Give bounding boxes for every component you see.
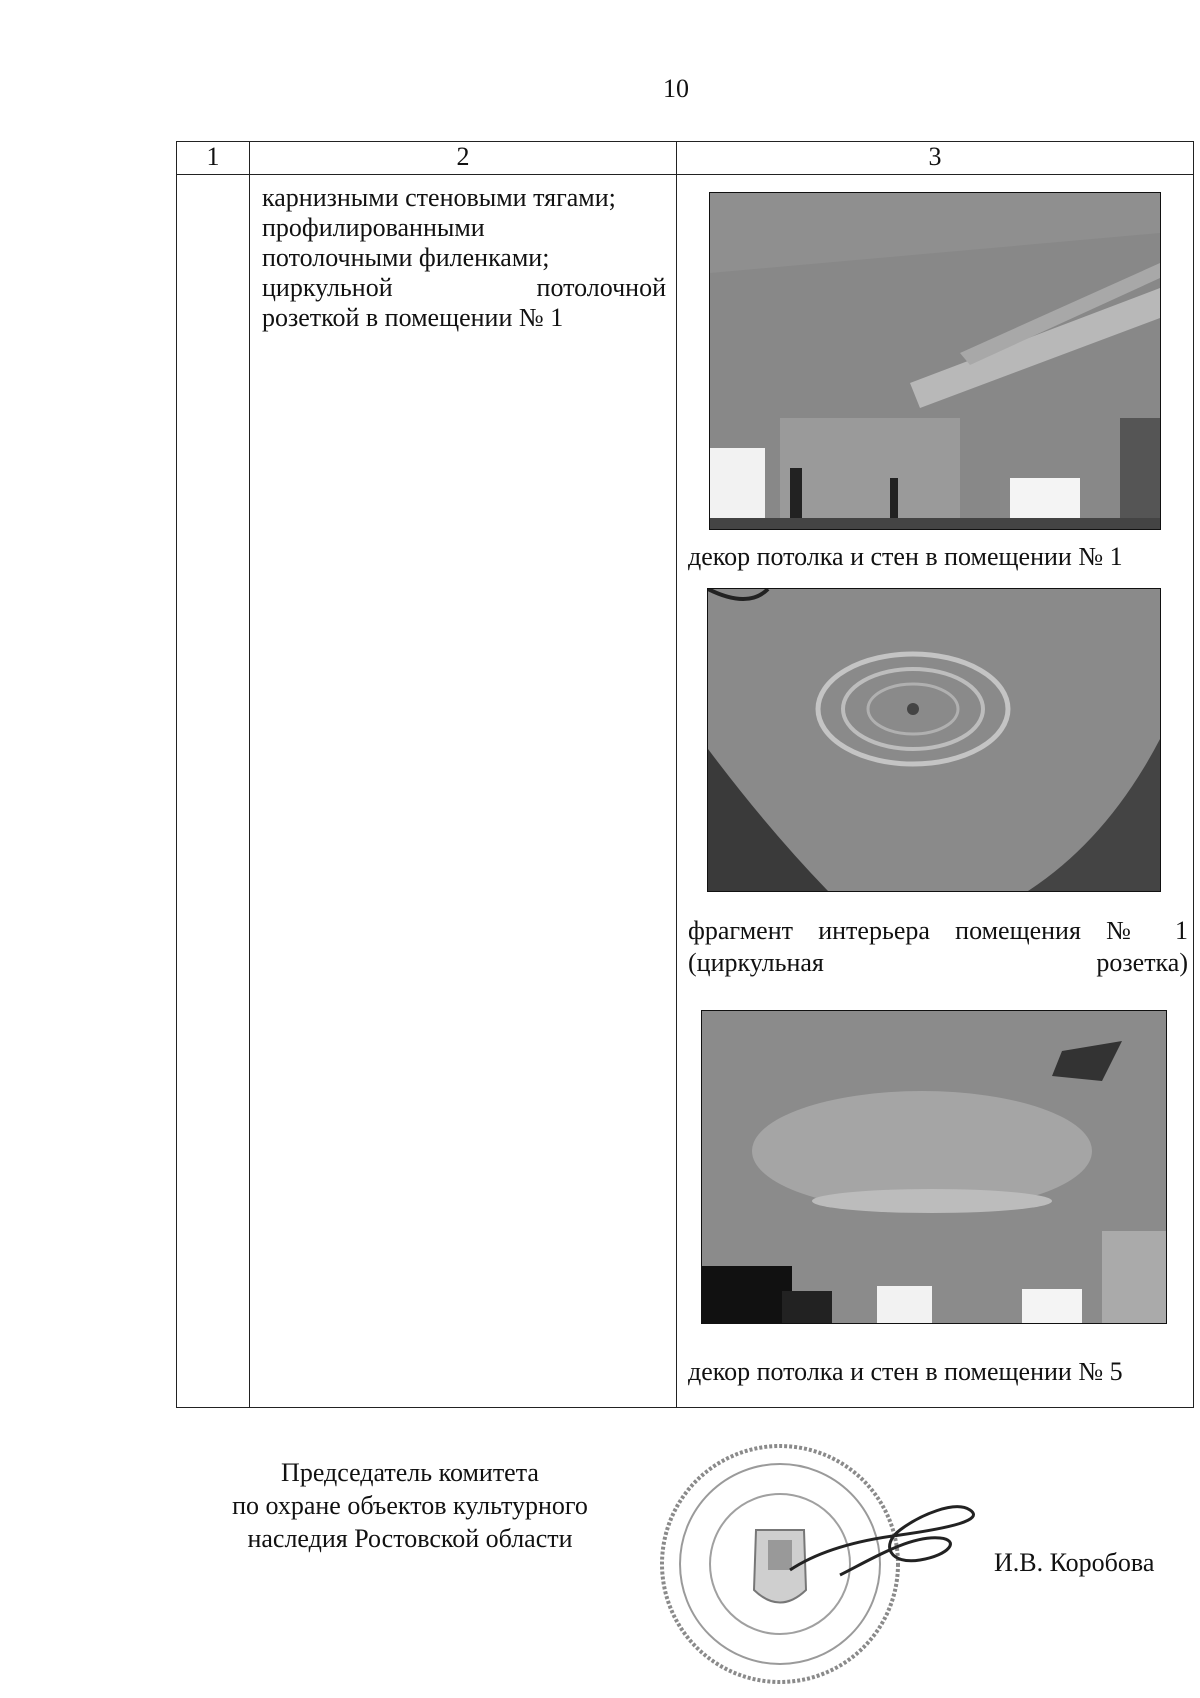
table-header-row xyxy=(177,142,1194,175)
description-line: профилированными xyxy=(262,213,485,242)
description-line: потолочными филенками; xyxy=(262,243,550,272)
signature-block xyxy=(0,1440,1200,1698)
signatory-name: И.В. Коробова xyxy=(994,1548,1155,1577)
photo-caption xyxy=(688,915,1188,979)
photo-block xyxy=(677,585,1193,1010)
photo-ceiling-rosette-room-1 xyxy=(707,588,1161,892)
table-row xyxy=(177,175,1194,1408)
signatory-title xyxy=(200,1456,620,1555)
photo-ceiling-room-1 xyxy=(709,192,1161,530)
photo-caption: декор потолка и стен в помещении № 1 xyxy=(688,542,1123,571)
page-number: 10 xyxy=(663,74,689,103)
photo-caption: декор потолка и стен в помещении № 5 xyxy=(688,1357,1123,1386)
document-table xyxy=(176,141,1194,1408)
photo-block xyxy=(677,1010,1193,1399)
description-text xyxy=(262,183,666,333)
row-number-cell xyxy=(177,175,250,1408)
signatory-title-line: Председатель комитета xyxy=(281,1458,539,1487)
signatory-title-line: по охране объектов культурного xyxy=(232,1491,588,1520)
description-line: розеткой в помещении № 1 xyxy=(262,303,564,332)
header-col-2: 2 xyxy=(250,142,677,175)
photo-caption-text: фрагмент интерьера помещения № 1 (циркульная розетка) xyxy=(688,916,1188,977)
photos-cell xyxy=(677,175,1194,1408)
signatory-title-line: наследия Ростовской области xyxy=(247,1524,573,1553)
handwritten-signature xyxy=(780,1480,990,1600)
header-col-1: 1 xyxy=(177,142,250,175)
description-line: карнизными стеновыми тягами; xyxy=(262,183,616,212)
description-line: циркульной потолочной xyxy=(262,273,666,302)
description-cell xyxy=(250,175,677,1408)
header-col-3: 3 xyxy=(677,142,1194,175)
photo-block xyxy=(677,175,1193,585)
photo-ceiling-room-5 xyxy=(701,1010,1167,1324)
